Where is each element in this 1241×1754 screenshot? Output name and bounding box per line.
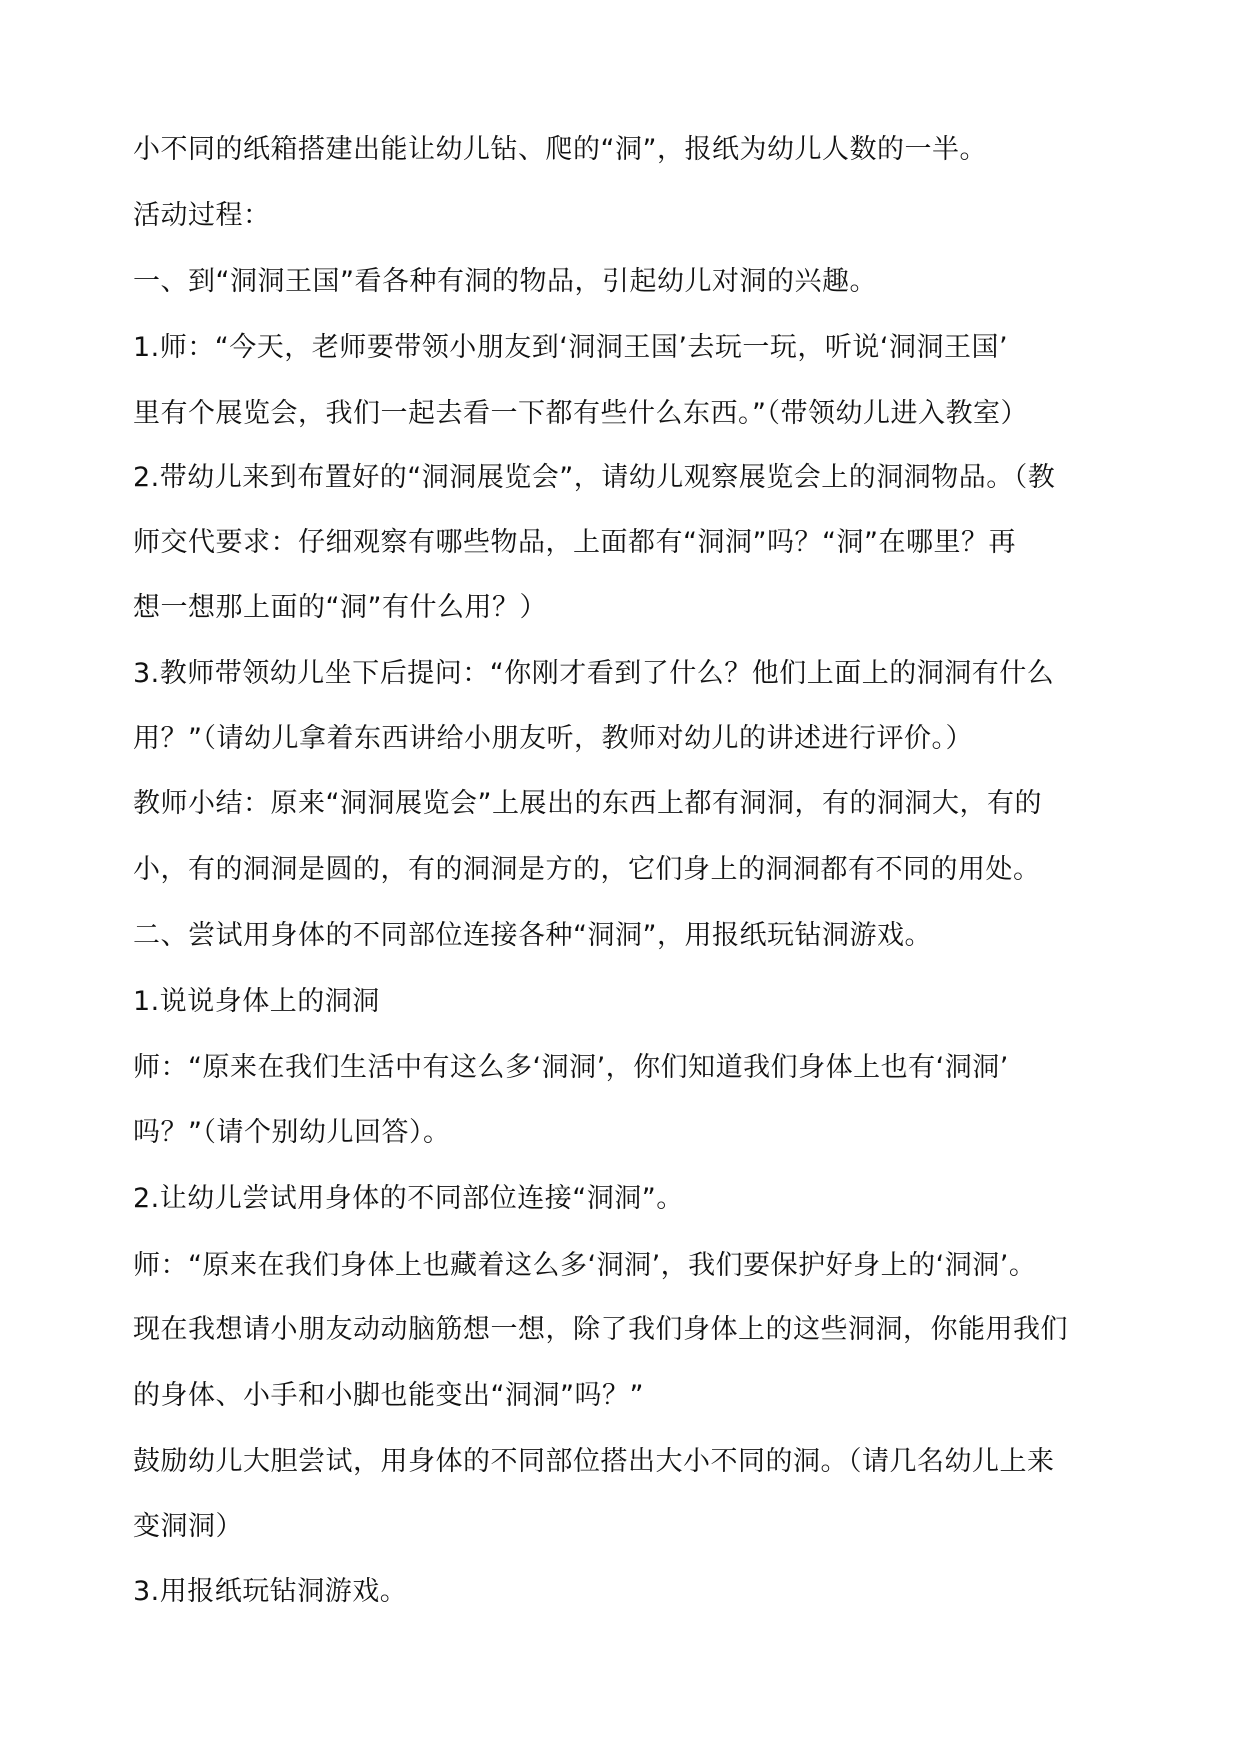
text-line: 1.说说身体上的洞洞 bbox=[133, 986, 380, 1017]
text-line: 里有个展览会，我们一起去看一下都有些什么东西。”（带领幼儿进入教室） bbox=[133, 398, 1028, 429]
text-line: 2.带幼儿来到布置好的“洞洞展览会”，请幼儿观察展览会上的洞洞物品。（教 bbox=[133, 462, 1056, 493]
text-line: 的身体、小手和小脚也能变出“洞洞”吗？” bbox=[133, 1380, 644, 1411]
text-line: 变洞洞） bbox=[133, 1511, 243, 1542]
text-line: 鼓励幼儿大胆尝试，用身体的不同部位搭出大小不同的洞。（请几名幼儿上来 bbox=[133, 1446, 1055, 1477]
text-line: 吗？”（请个别幼儿回答）。 bbox=[133, 1117, 451, 1148]
text-line: 师：“原来在我们生活中有这么多‘洞洞’，你们知道我们身体上也有‘洞洞’ bbox=[133, 1052, 1009, 1083]
text-line: 小，有的洞洞是圆的，有的洞洞是方的，它们身上的洞洞都有不同的用处。 bbox=[133, 854, 1041, 885]
section-heading: 二、尝试用身体的不同部位连接各种“洞洞”，用报纸玩钻洞游戏。 bbox=[133, 920, 932, 951]
text-line: 2.让幼儿尝试用身体的不同部位连接“洞洞”。 bbox=[133, 1183, 684, 1214]
text-line: 师：“原来在我们身体上也藏着这么多‘洞洞’，我们要保护好身上的‘洞洞’。 bbox=[133, 1250, 1037, 1281]
text-line: 小不同的纸箱搭建出能让幼儿钻、爬的“洞”，报纸为幼儿人数的一半。 bbox=[133, 134, 987, 165]
text-line: 1.师：“今天，老师要带领小朋友到‘洞洞王国’去玩一玩，听说‘洞洞王国’ bbox=[133, 332, 1009, 363]
text-line: 师交代要求：仔细观察有哪些物品，上面都有“洞洞”吗？“洞”在哪里？再 bbox=[133, 527, 1016, 558]
text-line: 用？”（请幼儿拿着东西讲给小朋友听，教师对幼儿的讲述进行评价。） bbox=[133, 723, 973, 754]
text-line: 现在我想请小朋友动动脑筋想一想，除了我们身体上的这些洞洞，你能用我们 bbox=[133, 1314, 1068, 1345]
text-line: 教师小结：原来“洞洞展览会”上展出的东西上都有洞洞，有的洞洞大，有的 bbox=[133, 788, 1042, 819]
text-line: 想一想那上面的“洞”有什么用？） bbox=[133, 592, 547, 623]
section-label: 活动过程： bbox=[133, 200, 271, 231]
text-line: 3.教师带领幼儿坐下后提问：“你刚才看到了什么？他们上面上的洞洞有什么 bbox=[133, 658, 1055, 689]
text-line: 3.用报纸玩钻洞游戏。 bbox=[133, 1576, 408, 1607]
section-heading: 一、到“洞洞王国”看各种有洞的物品，引起幼儿对洞的兴趣。 bbox=[133, 266, 877, 297]
